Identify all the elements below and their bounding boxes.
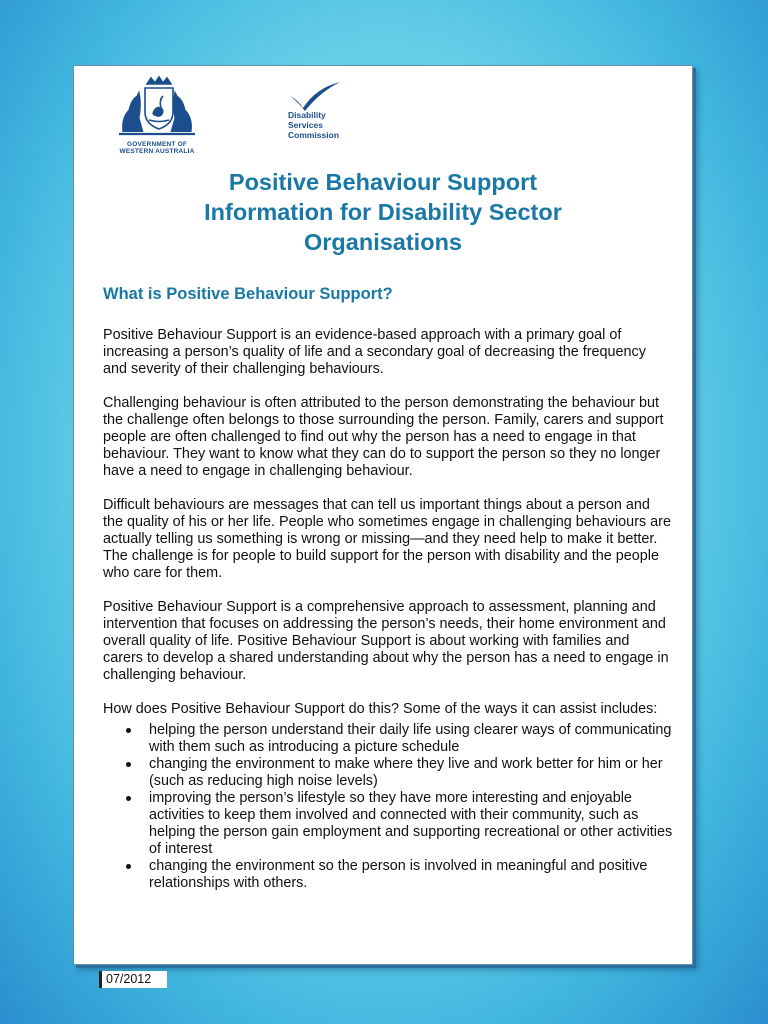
checkmark-icon — [286, 80, 346, 112]
bullet-list — [103, 722, 673, 892]
bullet-item-1: helping the person understand their daily life using clearer ways of communicating with them such as introducing a picture schedule — [149, 722, 672, 755]
date-label: 07/2012 — [99, 971, 167, 988]
document-page — [73, 65, 693, 965]
section-heading: What is Positive Behaviour Support? — [103, 285, 393, 303]
bullet-item-4: changing the environment so the person is involved in meaningful and positive relationships with others. — [149, 858, 673, 892]
title-line-2: Information for Disability Sector — [204, 199, 562, 225]
commission-line1: Disability — [288, 110, 326, 120]
commission-logo — [286, 80, 366, 150]
paragraph-2: Challenging behaviour is often attributed to the person demonstrating the behaviour but the challenge often belongs to those surrounding the person. Family, carers and support people are often challenged to find out why the person has a need to engage in that behaviour. They want to know what they can do to support the person so they no longer have a need to engage in challenging behaviour. — [103, 395, 664, 479]
paragraph-5: How does Positive Behaviour Support do this? Some of the ways it can assist includes: — [103, 701, 658, 717]
government-logo — [109, 74, 205, 154]
document-body — [103, 284, 673, 892]
title-line-1: Positive Behaviour Support — [228, 169, 538, 195]
paragraph-4: Positive Behaviour Support is a comprehensive approach to assessment, planning and intervention that focuses on addressing the person’s needs, their home environment and overall quality of life. Positive Behaviour Support is about working with families and carers to develop a shared understanding about why the person has a need to engage in challenging behaviour. — [103, 599, 669, 683]
paragraph-1: Positive Behaviour Support is an evidence-based approach with a primary goal of increasing a person’s quality of life and a secondary goal of decreasing the frequency and severity of their challenging behaviours. — [103, 327, 646, 377]
coat-of-arms-icon — [109, 74, 205, 140]
paragraph-3: Difficult behaviours are messages that can tell us important things about a person and the quality of his or her life. People who sometimes engage in challenging behaviours are actually telling us something is wrong or missing—and they need help to make it better. The challenge is for people to build support for the person with disability and the people who care for them. — [103, 497, 671, 581]
commission-line2: Services — [288, 120, 323, 130]
title-line-3: Organisations — [303, 229, 462, 255]
government-caption-line2: WESTERN AUSTRALIA — [119, 148, 195, 155]
bullet-item-3: improving the person’s lifestyle so they have more interesting and enjoyable activities to keep them involved and connected with their community, such as helping the person gain employment and supporting recreational or other activities of interest — [149, 790, 673, 857]
government-caption-line1: GOVERNMENT OF — [126, 141, 188, 148]
commission-line3: Commission — [288, 130, 340, 140]
page-title — [74, 167, 692, 257]
bullet-item-2: changing the environment to make where they live and work better for him or her (such as reducing high noise levels) — [149, 756, 673, 790]
